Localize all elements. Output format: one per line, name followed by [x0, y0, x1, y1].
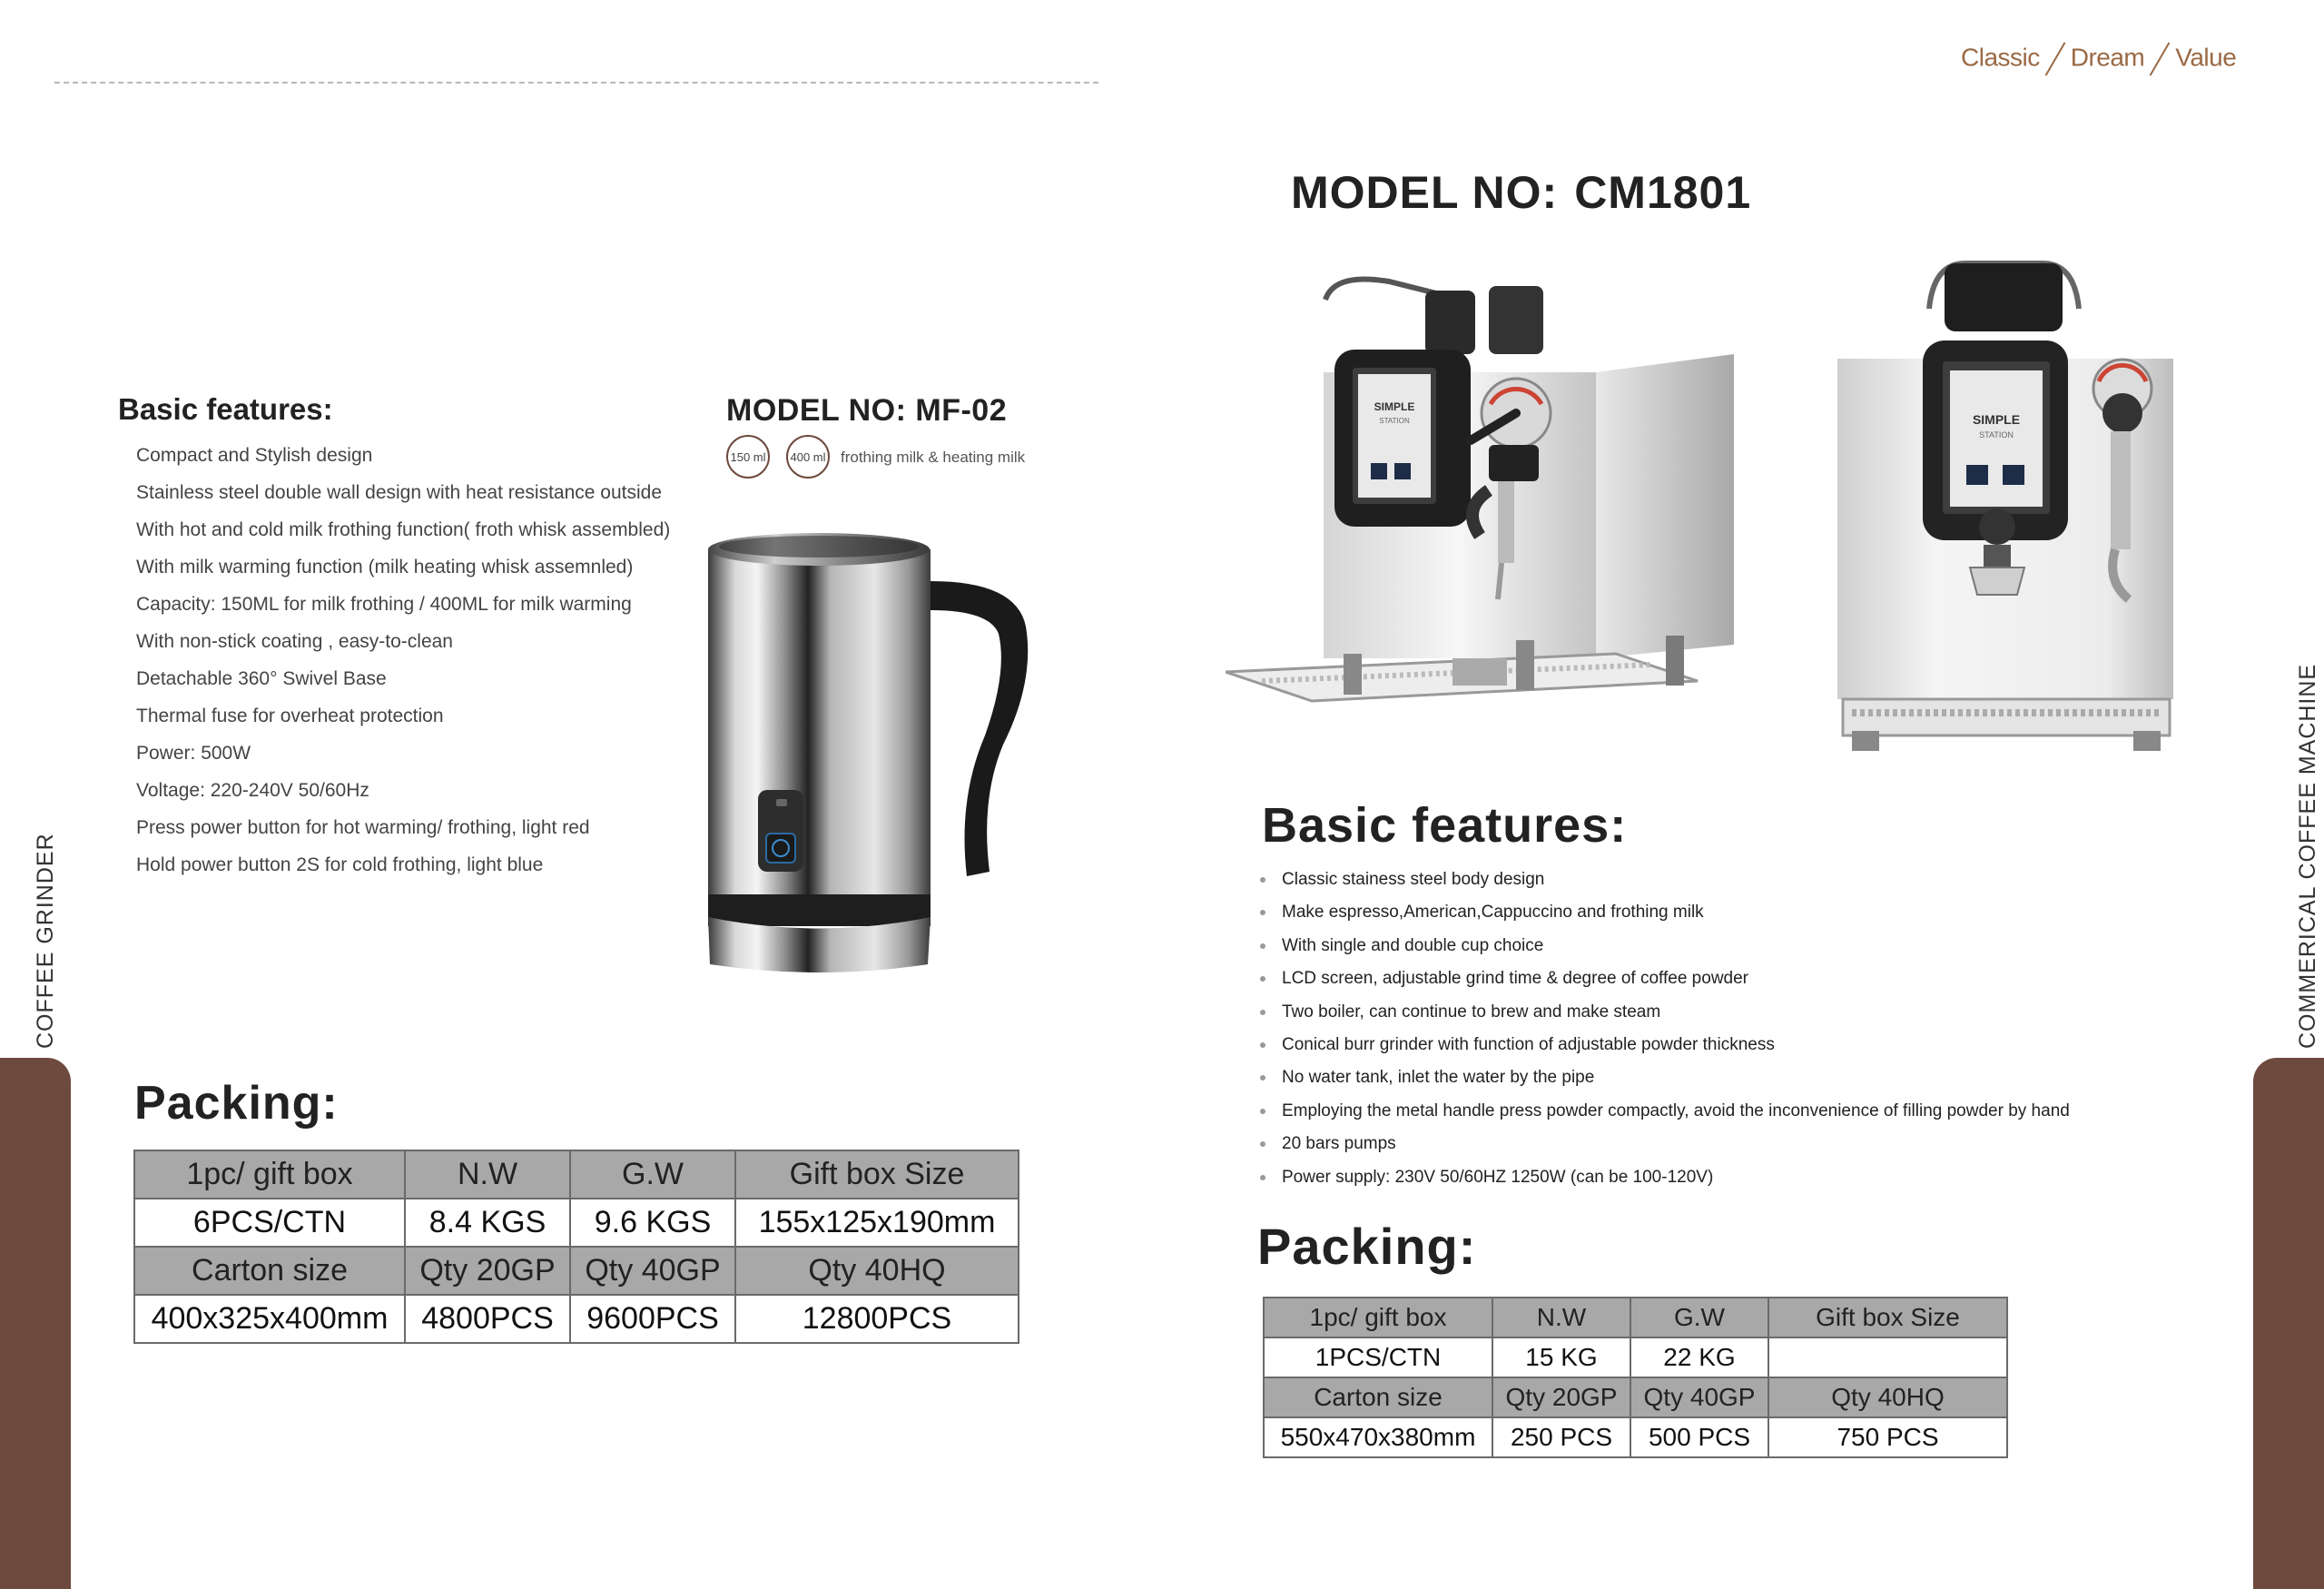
capacity-description: frothing milk & heating milk [841, 449, 1026, 466]
bullet-icon [1260, 943, 1265, 949]
list-item [1260, 1130, 2222, 1163]
list-item: Detachable 360° Swivel Base [136, 668, 387, 689]
table-cell: Carton size [134, 1247, 405, 1295]
list-item-text: No water tank, inlet the water by the pipe [1282, 1068, 1595, 1088]
side-label-left: COFFEE GRINDER [33, 833, 58, 1049]
list-item: Thermal fuse for overheat protection [136, 706, 444, 726]
table-cell: 1pc/ gift box [1264, 1298, 1492, 1337]
tagline-word: Value [2175, 43, 2237, 72]
table-cell: 15 KG [1492, 1337, 1630, 1377]
milk-frother-image [690, 527, 1035, 981]
list-item: Capacity: 150ML for milk frothing / 400ML for milk warming [136, 594, 632, 615]
list-item: Power: 500W [136, 743, 251, 764]
screen-brand-text: SIMPLE [1972, 412, 2021, 427]
list-item-text: Employing the metal handle press powder compactly, avoid the inconvenience of filling powder by hand [1282, 1100, 2070, 1120]
table-cell: 500 PCS [1630, 1417, 1768, 1457]
coffee-machine-side-image [1226, 254, 1752, 745]
right-features-list [1260, 866, 2222, 1197]
table-cell: Qty 40GP [570, 1247, 735, 1295]
table-cell: N.W [1492, 1298, 1630, 1337]
table-cell: 6PCS/CTN [134, 1199, 405, 1247]
list-item-text: Classic stainess steel body design [1282, 870, 1545, 889]
left-packing-heading: Packing: [134, 1077, 339, 1130]
table-cell: Qty 40HQ [1768, 1377, 2007, 1417]
right-packing-table [1263, 1297, 2008, 1458]
header-divider [54, 82, 1098, 84]
bullet-icon [1260, 976, 1265, 982]
bullet-icon [1260, 1010, 1265, 1015]
bullet-icon [1260, 1075, 1265, 1081]
model-number: CM1801 [1574, 167, 1752, 218]
table-row [134, 1199, 1019, 1247]
capacity-badge-150: 150 ml [726, 435, 770, 479]
list-item: With hot and cold milk frothing function( froth whisk assembled) [136, 519, 671, 540]
table-row [134, 1150, 1019, 1199]
model-label: MODEL NO: [1291, 167, 1559, 218]
left-packing-table [133, 1150, 1019, 1344]
tagline-word: Dream [2070, 43, 2145, 72]
table-cell: G.W [570, 1150, 735, 1199]
table-row [1264, 1337, 2007, 1377]
table-cell: 4800PCS [405, 1295, 570, 1343]
right-side-tab [2253, 1058, 2324, 1589]
slash-divider [2044, 42, 2065, 75]
right-packing-heading: Packing: [1257, 1218, 1477, 1275]
left-features-heading: Basic features: [118, 392, 333, 426]
table-row [1264, 1377, 2007, 1417]
capacity-badge-400: 400 ml [786, 435, 830, 479]
list-item: Hold power button 2S for cold frothing, light blue [136, 854, 544, 875]
tagline-word: Classic [1961, 43, 2040, 72]
list-item: Press power button for hot warming/ frothing, light red [136, 817, 590, 838]
table-cell: G.W [1630, 1298, 1768, 1337]
list-item: Compact and Stylish design [136, 445, 373, 466]
list-item-text: Power supply: 230V 50/60HZ 1250W (can be 100-120V) [1282, 1167, 1714, 1187]
table-cell: 1pc/ gift box [134, 1150, 405, 1199]
list-item [1260, 965, 2222, 998]
bullet-icon [1260, 1109, 1265, 1114]
list-item-text: With single and double cup choice [1282, 935, 1544, 955]
bullet-icon [1260, 910, 1265, 915]
table-cell: Carton size [1264, 1377, 1492, 1417]
list-item [1260, 933, 2222, 965]
table-cell: 750 PCS [1768, 1417, 2007, 1457]
table-cell: Qty 40HQ [735, 1247, 1019, 1295]
table-cell: Qty 40GP [1630, 1377, 1768, 1417]
list-item-text: 20 bars pumps [1282, 1134, 1396, 1154]
bullet-icon [1260, 1042, 1265, 1048]
table-cell: 9600PCS [570, 1295, 735, 1343]
table-cell: 400x325x400mm [134, 1295, 405, 1343]
side-label-right: COMMERICAL COFFEE MACHINE [2295, 663, 2320, 1049]
list-item [1260, 1064, 2222, 1097]
bullet-icon [1260, 1175, 1265, 1180]
table-cell: Gift box Size [1768, 1298, 2007, 1337]
left-side-tab [0, 1058, 71, 1589]
screen-brand-subtext: STATION [1979, 430, 2014, 439]
table-cell: 22 KG [1630, 1337, 1768, 1377]
table-cell: 250 PCS [1492, 1417, 1630, 1457]
table-row [134, 1295, 1019, 1343]
frother-model-number: MODEL NO: MF-02 [726, 393, 1008, 428]
table-cell: 155x125x190mm [735, 1199, 1019, 1247]
table-cell: 12800PCS [735, 1295, 1019, 1343]
list-item [1260, 1164, 2222, 1197]
list-item [1260, 999, 2222, 1031]
list-item-text: Make espresso,American,Cappuccino and frothing milk [1282, 903, 1704, 923]
bullet-icon [1260, 1141, 1265, 1147]
table-cell: 1PCS/CTN [1264, 1337, 1492, 1377]
screen-brand-text: SIMPLE [1374, 400, 1415, 413]
list-item [1260, 899, 2222, 932]
brand-tagline [1961, 40, 2236, 78]
table-cell: 550x470x380mm [1264, 1417, 1492, 1457]
list-item [1260, 1031, 2222, 1064]
table-cell: Qty 20GP [405, 1247, 570, 1295]
list-item: With non-stick coating , easy-to-clean [136, 631, 453, 652]
list-item-text: Two boiler, can continue to brew and make steam [1282, 1002, 1661, 1022]
table-cell: Gift box Size [735, 1150, 1019, 1199]
list-item-text: LCD screen, adjustable grind time & degree of coffee powder [1282, 969, 1749, 989]
list-item [1260, 1098, 2222, 1130]
right-features-heading: Basic features: [1262, 798, 1628, 853]
table-cell: 8.4 KGS [405, 1199, 570, 1247]
table-row [134, 1247, 1019, 1295]
list-item: Stainless steel double wall design with heat resistance outside [136, 482, 663, 503]
left-features-list [136, 439, 672, 886]
machine-model-heading [1291, 166, 1751, 219]
table-row [1264, 1298, 2007, 1337]
list-item-text: Conical burr grinder with function of adjustable powder thickness [1282, 1034, 1775, 1054]
coffee-machine-front-image [1816, 254, 2197, 772]
table-row [1264, 1417, 2007, 1457]
bullet-icon [1260, 877, 1265, 883]
table-cell: 9.6 KGS [570, 1199, 735, 1247]
slash-divider [2150, 42, 2171, 75]
table-cell [1768, 1337, 2007, 1377]
screen-brand-subtext: STATION [1379, 417, 1410, 425]
list-item [1260, 866, 2222, 899]
list-item: With milk warming function (milk heating whisk assemnled) [136, 557, 634, 577]
table-cell: N.W [405, 1150, 570, 1199]
table-cell: Qty 20GP [1492, 1377, 1630, 1417]
list-item: Voltage: 220-240V 50/60Hz [136, 780, 369, 801]
